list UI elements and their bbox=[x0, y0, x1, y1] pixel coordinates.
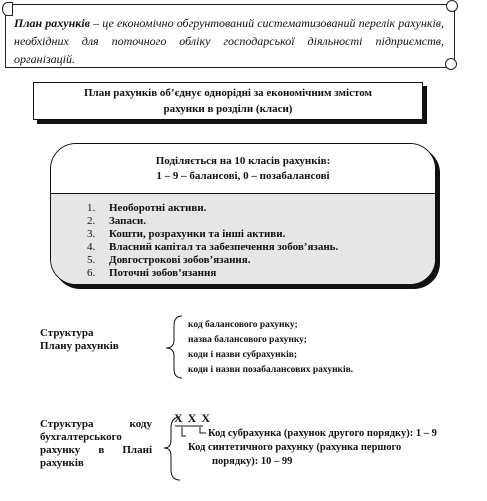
plan-structure-brace bbox=[166, 316, 182, 378]
plan-structure-item: назва балансового рахунку; bbox=[188, 335, 307, 345]
account-code: Х Х Х bbox=[174, 411, 211, 425]
plan-structure-item: коди і назви субрахунків; bbox=[188, 350, 298, 360]
class-item: 6. Поточні зобов’язання bbox=[87, 267, 217, 279]
classes-header-line-1: Поділяється на 10 класів рахунків: bbox=[155, 155, 331, 167]
class-item: 5. Довгострокові зобов’язання. bbox=[87, 254, 251, 266]
plan-structure-label: Структура Плану рахунків bbox=[40, 327, 119, 352]
classes-header-line-2: 1 – 9 – балансові, 0 – позабалансові bbox=[156, 170, 330, 182]
definition-term: План рахунків bbox=[14, 16, 91, 30]
code-structure-label: Структура коду бухгалтерського рахунку в Плані рахунків bbox=[40, 418, 152, 469]
definition-body: – це економічно обгрунтований систематизований перелік рахунків, необхідних для поточного обліку господарської діяльності підприємств, організацій. bbox=[14, 16, 444, 66]
plan-structure-item: коди і назви позабалансових рахунків. bbox=[188, 365, 354, 375]
synthetic-code-line-2: порядку): 10 – 99 bbox=[212, 456, 293, 467]
class-item: 1. Необоротні активи. bbox=[87, 202, 207, 214]
plan-structure-item: код балансового рахунку; bbox=[188, 320, 298, 330]
subaccount-connector bbox=[200, 427, 206, 433]
unification-line-1: План рахунків об’єднує однорідні за економічним змістом bbox=[83, 87, 372, 99]
synthetic-code-line-1: Код синтетичного рахунку (рахунка першого bbox=[188, 442, 402, 453]
class-item: 2. Запаси. bbox=[87, 215, 146, 227]
subaccount-code-text: Код субрахунка (рахунок другого порядку): 1 – 9 bbox=[208, 428, 437, 439]
class-item: 3. Кошти, розрахунки та інші активи. bbox=[87, 228, 286, 240]
unification-line-2: рахунки в розділи (класи) bbox=[163, 103, 293, 115]
class-item: 4. Власний капітал та забезпечення зобов’язань. bbox=[87, 241, 339, 253]
synthetic-connector bbox=[182, 427, 186, 436]
